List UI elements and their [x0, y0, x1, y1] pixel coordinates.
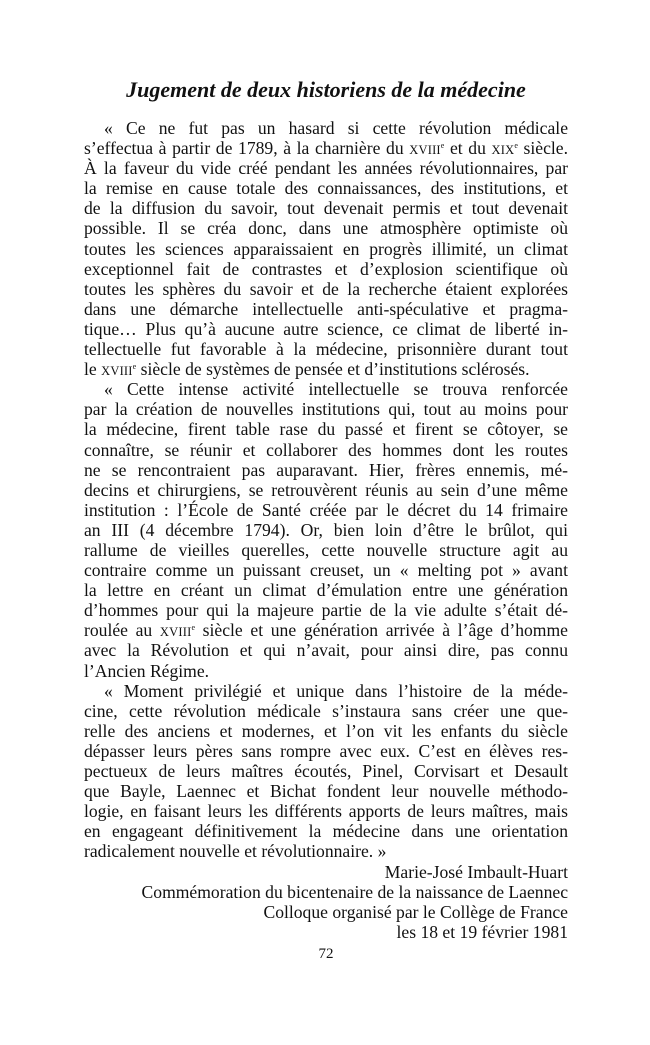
- text-line: tellectuelle fut favorable à la médecine, prisonnière durant tout: [84, 339, 568, 360]
- text-line: toutes les sciences apparaissaient en progrès illimité, un climat: [84, 238, 568, 259]
- text-line: À la faveur du vide créé pendant les années révolutionnaires, par: [84, 158, 568, 179]
- text-line: en engageant définitivement la médecine dans une orientation: [84, 821, 568, 842]
- page-title: Jugement de deux historiens de la médecine: [126, 77, 526, 102]
- attribution-event: Commémoration du bicentenaire de la naissance de Laennec: [141, 881, 568, 902]
- text-line: relle des anciens et modernes, et l’on vit les enfants du siècle: [84, 720, 568, 741]
- text-line: dans une démarche intellectuelle anti-spéculative et pragma-: [84, 298, 568, 319]
- century-numeral: XIX: [491, 143, 515, 158]
- page-number: 72: [318, 946, 334, 962]
- text-line: dépasser leurs pères sans rompre avec eux. C’est en élèves res-: [84, 740, 568, 761]
- text-line: logie, en faisant leurs les différents apports de leurs maîtres, mais: [84, 801, 568, 822]
- text-line: exceptionnel fait de contrastes et d’explosion scientifique où: [84, 258, 568, 279]
- century-numeral: XVIII: [409, 143, 441, 158]
- text-line: de la diffusion du savoir, tout devenait permis et tout devenait: [84, 198, 568, 219]
- ordinal-superscript: e: [514, 141, 518, 151]
- text-line: radicalement nouvelle et révolutionnaire. »: [84, 841, 387, 862]
- attribution-author: Marie-José Imbault-Huart: [384, 861, 568, 882]
- text-line: ne se rencontraient pas auparavant. Hier, frères ennemis, mé-: [84, 459, 568, 480]
- text-line: tique… Plus qu’à aucune autre science, ce climat de liberté in-: [84, 318, 568, 339]
- text-line: « Cette intense activité intellectuelle se trouva renforcée: [104, 379, 568, 400]
- text-line: roulée au XVIIIe siècle et une génération arrivée à l’âge d’homme: [84, 620, 568, 641]
- text-line: toutes les sphères du savoir et de la recherche étaient explorées: [84, 278, 568, 299]
- text-line: « Moment privilégié et unique dans l’histoire de la méde-: [104, 680, 568, 701]
- ordinal-superscript: e: [132, 362, 137, 372]
- attribution-block: [84, 862, 568, 942]
- text-line: avec la Révolution et qui n’avait, pour ainsi dire, pas connu: [84, 640, 568, 661]
- attribution-dates: les 18 et 19 février 1981: [396, 921, 568, 942]
- text-line: la lettre en créant un climat d’émulation entre une génération: [84, 580, 568, 601]
- text-line: cine, cette révolution médicale s’instaura sans créer une que-: [84, 700, 568, 721]
- text-line: que Bayle, Laennec et Bichat fondent leur nouvelle méthodo-: [84, 781, 568, 802]
- text-line: la remise en cause totale des connaissances, des institutions, et: [84, 178, 568, 199]
- text-line: d’hommes pour qui la majeure partie de la vie adulte s’était dé-: [84, 600, 568, 621]
- century-numeral: XVIII: [101, 364, 133, 379]
- ordinal-superscript: e: [440, 141, 445, 151]
- text-line: l’Ancien Régime.: [84, 660, 210, 681]
- text-line: an III (4 décembre 1794). Or, bien loin d’être le brûlot, qui: [84, 519, 568, 540]
- text-line: decins et chirurgiens, se retrouvèrent réunis au sein d’une même: [84, 479, 568, 500]
- text-line: le XVIIIe siècle de systèmes de pensée et d’institutions sclérosés.: [84, 359, 530, 380]
- text-line: la médecine, firent table rase du passé et firent se côtoyer, se: [84, 419, 568, 440]
- text-line: rallume de vieilles querelles, cette nouvelle structure agit au: [84, 539, 568, 560]
- quotation-body: [84, 118, 568, 861]
- text-line: pectueux de leurs maîtres écoutés, Pinel, Corvisart et Desault: [84, 761, 568, 781]
- text-line: institution : l’École de Santé créée par le décret du 14 frimaire: [84, 499, 568, 520]
- century-numeral: XVIII: [159, 625, 192, 640]
- attribution-organizer: Colloque organisé par le Collège de France: [263, 901, 568, 922]
- text-line: contraire comme un puissant creuset, un « melting pot » avant: [84, 560, 568, 581]
- text-line: s’effectua à partir de 1789, à la charnière du XVIIIe et du XIXe siècle.: [84, 138, 568, 159]
- text-line: « Ce ne fut pas un hasard si cette révolution médicale: [104, 118, 568, 138]
- text-line: connaître, se réunir et collaborer des hommes dont les routes: [84, 439, 568, 460]
- text-line: par la création de nouvelles institutions qui, tout au moins pour: [84, 399, 568, 420]
- text-line: possible. Il se créa donc, dans une atmosphère optimiste où: [84, 218, 568, 239]
- ordinal-superscript: e: [191, 623, 196, 633]
